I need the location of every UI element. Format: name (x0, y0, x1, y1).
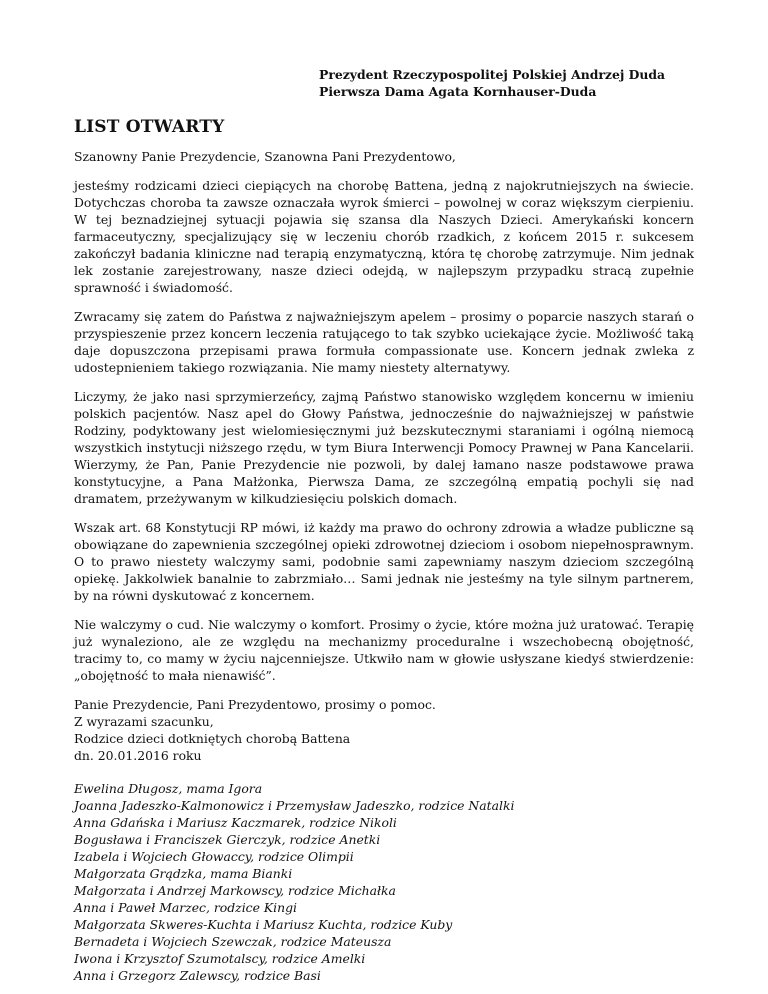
closing-block (74, 696, 694, 764)
signature-line: Małgorzata Skweres-Kuchta i Mariusz Kuchta, rodzice Kuby (74, 917, 453, 932)
closing-date: dn. 20.01.2016 roku (74, 748, 202, 763)
paragraph-4: Wszak art. 68 Konstytucji RP mówi, iż każdy ma prawo do ochrony zdrowia a władze publiczne są obowiązane do zapewnienia szczególnej opieki zdrowotnej dzieciom i osobom niepełnosprawnym. O to prawo niestety walczymy sami, podobnie sami zapewniamy naszym dzieciom szczególną opiekę. Jakkolwiek banalnie to zabrzmiało… Sami jednak nie jesteśmy na tyle silnym partnerem, by na równi dyskutować z koncernem. (74, 520, 694, 603)
closing-line: Panie Prezydencie, Pani Prezydentowo, prosimy o pomoc. (74, 697, 436, 712)
closing-line: Rodzice dzieci dotkniętych chorobą Battena (74, 731, 351, 746)
addressee-block (319, 66, 694, 100)
signature-line: Joanna Jadeszko-Kalmonowicz i Przemysław Jadeszko, rodzice Natalki (74, 798, 515, 813)
signature-line: Małgorzata Grądzka, mama Bianki (74, 866, 293, 881)
signature-line: Iwona i Krzysztof Szumotalscy, rodzice Amelki (74, 951, 366, 966)
paragraph-3: Liczymy, że jako nasi sprzymierzeńcy, zajmą Państwo stanowisko względem koncernu w imieniu polskich pacjentów. Nasz apel do Głowy Państwa, jednocześnie do najważniejszej w państwie Rodziny, podyktowany jest wielomiesięcznymi już bezskutecznymi staraniami i ogólną niemocą wszystkich instytucji niższego rzędu, w tym Biura Interwencji Pomocy Prawnej w Pana Kancelarii. Wierzymy, że Pan, Panie Prezydencie nie pozwoli, by dalej łamano nasze podstawowe prawa konstytucyjne, a Pana Małżonka, Pierwsza Dama, ze szczególną empatią pochyli się nad dramatem, przeżywanym w kilkudziesięciu polskich domach. (74, 389, 694, 506)
signature-line: Ewelina Długosz, mama Igora (74, 781, 263, 796)
paragraph-5: Nie walczymy o cud. Nie walczymy o komfort. Prosimy o życie, które można już uratować. Terapię już wynaleziono, ale ze względu na mechanizmy proceduralne i wszechobecną obojętność, tracimy to, co mamy w życiu najcenniejsze. Utkwiło nam w głowie usłyszane kiedyś stwierdzenie: „obojętność to mała nienawiść”. (74, 617, 694, 683)
letter-page (74, 66, 694, 984)
paragraph-1: jesteśmy rodzicami dzieci ciepiących na chorobę Battena, jedną z najokrutniejszych na świecie. Dotychczas choroba ta zawsze oznaczała wyrok śmierci – powolnej w coraz większym cierpieniu. W tej beznadziejnej sytuacji pojawia się szansa dla Naszych Dzieci. Amerykański koncern farmaceutyczny, specjalizujący się w leczeniu chorób rzadkich, z końcem 2015 r. sukcesem zakończył badania kliniczne nad terapią enzymatyczną, która tę chorobę zatrzymuje. Nim jednak lek zostanie zarejestrowany, nasze dzieci odejdą, w najlepszym przypadku stracą zupełnie sprawność i świadomość. (74, 178, 694, 295)
signature-line: Anna i Grzegorz Zalewscy, rodzice Basi (74, 968, 321, 983)
signature-line: Bernadeta i Wojciech Szewczak, rodzice Mateusza (74, 934, 392, 949)
salutation: Szanowny Panie Prezydencie, Szanowna Pani Prezydentowo, (74, 149, 456, 164)
paragraph-2: Zwracamy się zatem do Państwa z najważniejszym apelem – prosimy o poparcie naszych starań o przyspieszenie przez koncern leczenia ratującego to tak szybko uciekające życie. Możliwość taką daje dopuszczona przepisami prawa formuła compassionate use. Koncern jednak zwleka z udostepnieniem takiego rozwiązania. Nie mamy niestety alternatywy. (74, 309, 694, 375)
addressee-first-lady: Pierwsza Dama Agata Kornhauser-Duda (319, 84, 597, 99)
signature-line: Anna i Paweł Marzec, rodzice Kingi (74, 900, 297, 915)
signature-line: Anna Gdańska i Mariusz Kaczmarek, rodzice Nikoli (74, 815, 397, 830)
addressee-president: Prezydent Rzeczypospolitej Polskiej Andrzej Duda (319, 67, 666, 82)
signature-list (74, 780, 694, 984)
letter-title: LIST OTWARTY (74, 117, 225, 137)
signature-line: Bogusława i Franciszek Gierczyk, rodzice Anetki (74, 832, 381, 847)
closing-line: Z wyrazami szacunku, (74, 714, 214, 729)
signature-line: Małgorzata i Andrzej Markowscy, rodzice Michałka (74, 883, 396, 898)
signature-line: Izabela i Wojciech Głowaccy, rodzice Olimpii (74, 849, 354, 864)
